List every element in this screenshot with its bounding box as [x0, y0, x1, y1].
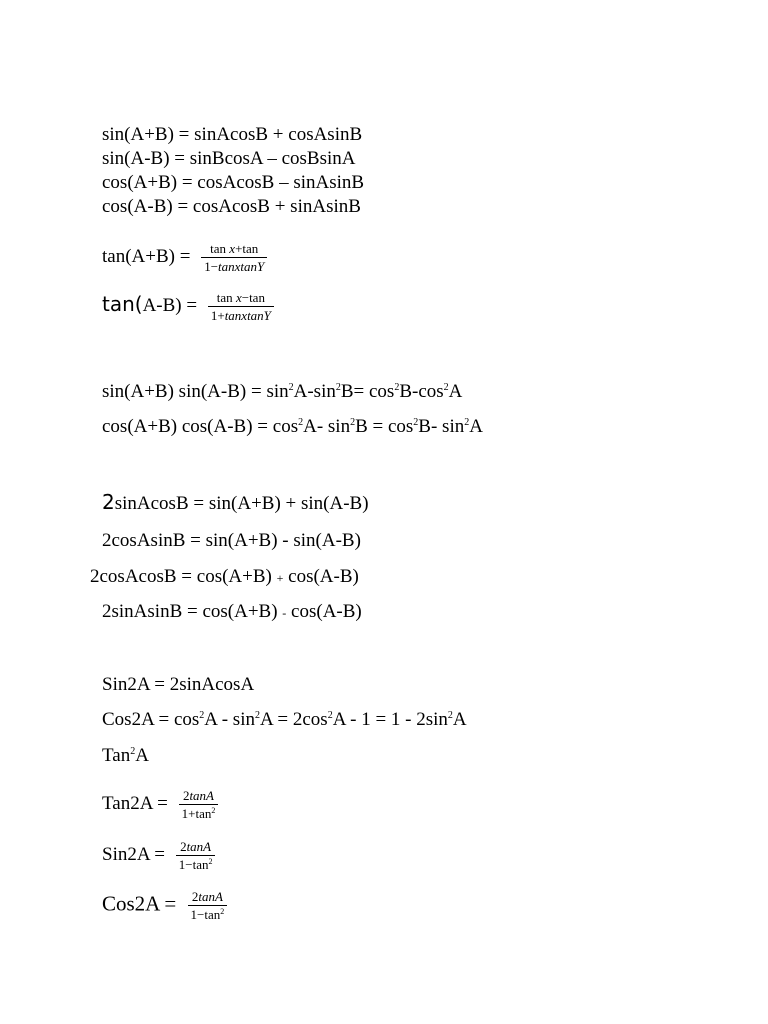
identity-cos2a: $Cos2A = \cos^2A - \sin^2A = 2\cos^2A - 1 = 1 - 2\sin^2A$ [102, 709, 467, 730]
tan-sum-fraction [201, 241, 267, 274]
identity-cos-product: cos(A+B) $\cos(A-B) = \cos^2A-$ $\sin^2B = \cos^2B-$ $\sin^2A$ [102, 416, 483, 437]
tan-sum-lhs: tan(A+B) = [102, 245, 191, 267]
tan-diff-lhs: A-B) = [142, 294, 198, 316]
identity-2cosacosb: 2cosAcosB = cos(A+B) + cos(A-B) [90, 566, 359, 587]
identity-sin-diff: sin(A-B) = sinBcosA – cosBsinA [102, 148, 356, 169]
identity-2sinasinb: 2sinAsinB = cos(A+B) - cos(A-B) [102, 601, 362, 622]
identity-sin2a: Sin2A = 2sinAcosA [102, 674, 255, 695]
identity-tan-squared: Tan$^2$A [102, 745, 149, 766]
tan-diff-fraction [208, 290, 274, 323]
fraction-numerator: tan x−tan [216, 290, 265, 305]
fraction-denominator: 1−tanxtanY [201, 257, 267, 274]
identity-cos-diff: cos(A-B) = cosAcosB + sinAsinB [102, 196, 361, 217]
fraction-denominator: $1-\tan^2$ [176, 855, 216, 872]
fraction-denominator: $1-\tan^2$ [188, 905, 228, 922]
identity-sin-product: sin(A+B) $\sin(A-B) = \sin^2A-\sin^2B= \cos^2B-\cos^2A$ [102, 381, 463, 402]
fraction-numerator: 2tanA [180, 839, 212, 854]
identity-cos2a-fraction: Cos2A = $\frac{2\tan A}{1-\tan^2}$ [102, 889, 227, 922]
tan2a-fraction [179, 788, 219, 821]
sin2a-fraction [176, 839, 216, 872]
fraction-denominator: $1+\tan^2$ [179, 804, 219, 821]
identity-sin-sum: sin(A+B) = sinAcosB + cosAsinB [102, 124, 363, 145]
tan-diff-lhs-prefix: tan( [102, 291, 143, 316]
identity-2sinacosb: 2sinAcosB = sin(A+B) + sin(A-B) [102, 490, 369, 514]
fraction-denominator: 1+tanxtanY [208, 306, 274, 323]
cos2a-fraction [188, 889, 228, 922]
fraction-numerator: 2tanA [182, 788, 214, 803]
identity-tan-sum [102, 241, 267, 274]
identity-sin2a-fraction: Sin2A = $\frac{2\tan A}{1-\tan^2}$ [102, 839, 215, 872]
fraction-numerator: 2tanA [191, 889, 223, 904]
identity-2cosasinb: 2cosAsinB = sin(A+B) - sin(A-B) [102, 530, 361, 551]
fraction-numerator: tan x+tan [210, 241, 259, 256]
identity-tan2a: Tan2A = $\frac{2\tan A}{1+\tan^2}$ [102, 788, 218, 821]
identity-cos-sum: cos(A+B) = cosAcosB – sinAsinB [102, 172, 365, 193]
identity-tan-diff [102, 290, 274, 323]
